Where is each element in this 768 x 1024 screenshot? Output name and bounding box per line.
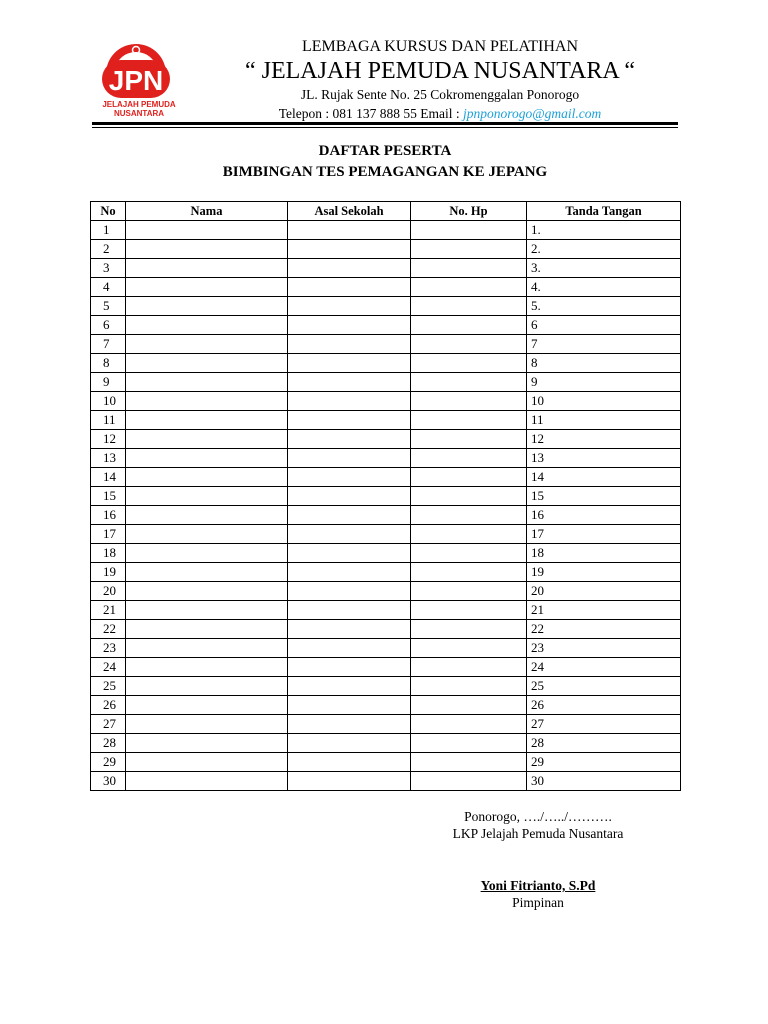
asal-sekolah-cell[interactable] xyxy=(288,373,411,392)
signer-name: Yoni Fitrianto, S.Pd xyxy=(480,878,596,893)
no-hp-cell[interactable] xyxy=(411,430,527,449)
asal-sekolah-cell[interactable] xyxy=(288,392,411,411)
signature-cell[interactable]: 12 xyxy=(527,430,681,449)
no-hp-cell[interactable] xyxy=(411,411,527,430)
signature-cell[interactable]: 17 xyxy=(527,525,681,544)
asal-sekolah-cell[interactable] xyxy=(288,658,411,677)
nama-cell[interactable] xyxy=(126,354,288,373)
asal-sekolah-cell[interactable] xyxy=(288,620,411,639)
header-no-hp: No. Hp xyxy=(411,202,527,221)
table-row xyxy=(91,487,681,506)
row-number: 4 xyxy=(91,278,126,297)
no-hp-cell[interactable] xyxy=(411,582,527,601)
nama-cell[interactable] xyxy=(126,297,288,316)
no-hp-cell[interactable] xyxy=(411,259,527,278)
table-row xyxy=(91,430,681,449)
asal-sekolah-cell[interactable] xyxy=(288,240,411,259)
signature-cell[interactable]: 13 xyxy=(527,449,681,468)
signature-cell[interactable]: 22 xyxy=(527,620,681,639)
row-number: 15 xyxy=(91,487,126,506)
table-row xyxy=(91,544,681,563)
row-number: 28 xyxy=(91,734,126,753)
no-hp-cell[interactable] xyxy=(411,506,527,525)
row-number: 17 xyxy=(91,525,126,544)
signature-cell[interactable]: 19 xyxy=(527,563,681,582)
signature-cell[interactable]: 11 xyxy=(527,411,681,430)
no-hp-cell[interactable] xyxy=(411,563,527,582)
no-hp-cell[interactable] xyxy=(411,487,527,506)
row-number: 30 xyxy=(91,772,126,791)
nama-cell[interactable] xyxy=(126,373,288,392)
signature-cell[interactable]: 24 xyxy=(527,658,681,677)
asal-sekolah-cell[interactable] xyxy=(288,582,411,601)
signature-cell[interactable]: 14 xyxy=(527,468,681,487)
asal-sekolah-cell[interactable] xyxy=(288,430,411,449)
table-row xyxy=(91,772,681,791)
signature-cell[interactable]: 29 xyxy=(527,753,681,772)
no-hp-cell[interactable] xyxy=(411,392,527,411)
header-rule-thick xyxy=(92,122,678,125)
asal-sekolah-cell[interactable] xyxy=(288,259,411,278)
no-hp-cell[interactable] xyxy=(411,544,527,563)
nama-cell[interactable] xyxy=(126,430,288,449)
row-number: 12 xyxy=(91,430,126,449)
nama-cell[interactable] xyxy=(126,487,288,506)
document-subtitle: BIMBINGAN TES PEMAGANGAN KE JEPANG xyxy=(222,164,548,180)
row-number: 21 xyxy=(91,601,126,620)
nama-cell[interactable] xyxy=(126,734,288,753)
asal-sekolah-cell[interactable] xyxy=(288,221,411,240)
institution-type: LEMBAGA KURSUS DAN PELATIHAN xyxy=(301,38,578,55)
table-row xyxy=(91,563,681,582)
table-row xyxy=(91,316,681,335)
asal-sekolah-cell[interactable] xyxy=(288,715,411,734)
row-number: 6 xyxy=(91,316,126,335)
header-asal-sekolah: Asal Sekolah xyxy=(288,202,411,221)
signature-cell[interactable]: 25 xyxy=(527,677,681,696)
header-nama: Nama xyxy=(126,202,288,221)
asal-sekolah-cell[interactable] xyxy=(288,316,411,335)
signature-cell[interactable]: 4. xyxy=(527,278,681,297)
row-number: 24 xyxy=(91,658,126,677)
nama-cell[interactable] xyxy=(126,582,288,601)
table-row xyxy=(91,449,681,468)
nama-cell[interactable] xyxy=(126,544,288,563)
row-number: 18 xyxy=(91,544,126,563)
asal-sekolah-cell[interactable] xyxy=(288,696,411,715)
table-header-row xyxy=(91,202,681,221)
header-rule-thin xyxy=(92,127,678,128)
signature-cell[interactable]: 10 xyxy=(527,392,681,411)
row-number: 19 xyxy=(91,563,126,582)
no-hp-cell[interactable] xyxy=(411,449,527,468)
nama-cell[interactable] xyxy=(126,449,288,468)
nama-cell[interactable] xyxy=(126,601,288,620)
table-row xyxy=(91,297,681,316)
nama-cell[interactable] xyxy=(126,525,288,544)
no-hp-cell[interactable] xyxy=(411,658,527,677)
nama-cell[interactable] xyxy=(126,620,288,639)
jpn-logo-mark xyxy=(98,38,174,100)
nama-cell[interactable] xyxy=(126,392,288,411)
nama-cell[interactable] xyxy=(126,278,288,297)
signature-cell[interactable]: 6 xyxy=(527,316,681,335)
table-row xyxy=(91,373,681,392)
no-hp-cell[interactable] xyxy=(411,601,527,620)
table-row xyxy=(91,506,681,525)
row-number: 27 xyxy=(91,715,126,734)
nama-cell[interactable] xyxy=(126,506,288,525)
nama-cell[interactable] xyxy=(126,240,288,259)
nama-cell[interactable] xyxy=(126,677,288,696)
row-number: 2 xyxy=(91,240,126,259)
header-no: No xyxy=(91,202,126,221)
signature-cell[interactable]: 23 xyxy=(527,639,681,658)
table-row xyxy=(91,221,681,240)
asal-sekolah-cell[interactable] xyxy=(288,449,411,468)
nama-cell[interactable] xyxy=(126,658,288,677)
nama-cell[interactable] xyxy=(126,639,288,658)
table-row xyxy=(91,335,681,354)
asal-sekolah-cell[interactable] xyxy=(288,354,411,373)
table-row xyxy=(91,696,681,715)
nama-cell[interactable] xyxy=(126,715,288,734)
row-number: 23 xyxy=(91,639,126,658)
no-hp-cell[interactable] xyxy=(411,240,527,259)
asal-sekolah-cell[interactable] xyxy=(288,506,411,525)
nama-cell[interactable] xyxy=(126,221,288,240)
no-hp-cell[interactable] xyxy=(411,620,527,639)
no-hp-cell[interactable] xyxy=(411,677,527,696)
row-number: 14 xyxy=(91,468,126,487)
signature-cell[interactable]: 26 xyxy=(527,696,681,715)
signature-cell[interactable]: 30 xyxy=(527,772,681,791)
nama-cell[interactable] xyxy=(126,335,288,354)
table-row xyxy=(91,601,681,620)
row-number: 25 xyxy=(91,677,126,696)
asal-sekolah-cell[interactable] xyxy=(288,335,411,354)
signature-cell[interactable]: 28 xyxy=(527,734,681,753)
signature-cell[interactable]: 8 xyxy=(527,354,681,373)
header-tanda-tangan: Tanda Tangan xyxy=(527,202,681,221)
signature-cell[interactable]: 16 xyxy=(527,506,681,525)
no-hp-cell[interactable] xyxy=(411,715,527,734)
table-body xyxy=(91,221,681,791)
asal-sekolah-cell[interactable] xyxy=(288,278,411,297)
asal-sekolah-cell[interactable] xyxy=(288,525,411,544)
table-row xyxy=(91,715,681,734)
nama-cell[interactable] xyxy=(126,563,288,582)
table-row xyxy=(91,639,681,658)
row-number: 11 xyxy=(91,411,126,430)
document-title: DAFTAR PESERTA xyxy=(318,143,452,159)
no-hp-cell[interactable] xyxy=(411,278,527,297)
row-number: 16 xyxy=(91,506,126,525)
asal-sekolah-cell[interactable] xyxy=(288,772,411,791)
no-hp-cell[interactable] xyxy=(411,639,527,658)
asal-sekolah-cell[interactable] xyxy=(288,468,411,487)
no-hp-cell[interactable] xyxy=(411,335,527,354)
signature-cell[interactable]: 3. xyxy=(527,259,681,278)
institution-name: “ JELAJAH PEMUDA NUSANTARA “ xyxy=(244,58,636,84)
row-number: 29 xyxy=(91,753,126,772)
signature-cell[interactable]: 21 xyxy=(527,601,681,620)
table-row xyxy=(91,278,681,297)
row-number: 1 xyxy=(91,221,126,240)
no-hp-cell[interactable] xyxy=(411,354,527,373)
no-hp-cell[interactable] xyxy=(411,297,527,316)
table-row xyxy=(91,620,681,639)
row-number: 3 xyxy=(91,259,126,278)
signature-cell[interactable]: 15 xyxy=(527,487,681,506)
table-row xyxy=(91,525,681,544)
no-hp-cell[interactable] xyxy=(411,753,527,772)
no-hp-cell[interactable] xyxy=(411,221,527,240)
institution-contact xyxy=(190,106,690,122)
row-number: 26 xyxy=(91,696,126,715)
no-hp-cell[interactable] xyxy=(411,468,527,487)
signature-cell[interactable]: 18 xyxy=(527,544,681,563)
row-number: 7 xyxy=(91,335,126,354)
row-number: 20 xyxy=(91,582,126,601)
table-row xyxy=(91,582,681,601)
nama-cell[interactable] xyxy=(126,753,288,772)
asal-sekolah-cell[interactable] xyxy=(288,544,411,563)
table-row xyxy=(91,734,681,753)
nama-cell[interactable] xyxy=(126,259,288,278)
table-row xyxy=(91,240,681,259)
row-number: 10 xyxy=(91,392,126,411)
signature-cell[interactable]: 7 xyxy=(527,335,681,354)
signature-cell[interactable]: 27 xyxy=(527,715,681,734)
table-row xyxy=(91,354,681,373)
asal-sekolah-cell[interactable] xyxy=(288,563,411,582)
table-row xyxy=(91,658,681,677)
table-row xyxy=(91,677,681,696)
signature-cell[interactable]: 9 xyxy=(527,373,681,392)
logo-caption-line1: JELAJAH PEMUDA xyxy=(102,100,176,109)
jpn-logo xyxy=(94,38,184,122)
asal-sekolah-cell[interactable] xyxy=(288,677,411,696)
table-row xyxy=(91,411,681,430)
signing-organization: LKP Jelajah Pemuda Nusantara xyxy=(452,826,624,841)
asal-sekolah-cell[interactable] xyxy=(288,487,411,506)
row-number: 13 xyxy=(91,449,126,468)
table-row xyxy=(91,753,681,772)
signature-cell[interactable]: 5. xyxy=(527,297,681,316)
email-link[interactable]: jpnponorogo@gmail.com xyxy=(462,106,602,121)
nama-cell[interactable] xyxy=(126,411,288,430)
asal-sekolah-cell[interactable] xyxy=(288,734,411,753)
no-hp-cell[interactable] xyxy=(411,734,527,753)
no-hp-cell[interactable] xyxy=(411,696,527,715)
logo-caption-line2: NUSANTARA xyxy=(113,109,165,118)
asal-sekolah-cell[interactable] xyxy=(288,411,411,430)
row-number: 9 xyxy=(91,373,126,392)
table-row xyxy=(91,392,681,411)
table-row xyxy=(91,468,681,487)
signer-title: Pimpinan xyxy=(512,895,564,910)
no-hp-cell[interactable] xyxy=(411,373,527,392)
signature-cell[interactable]: 20 xyxy=(527,582,681,601)
row-number: 5 xyxy=(91,297,126,316)
no-hp-cell[interactable] xyxy=(411,772,527,791)
no-hp-cell[interactable] xyxy=(411,525,527,544)
asal-sekolah-cell[interactable] xyxy=(288,753,411,772)
asal-sekolah-cell[interactable] xyxy=(288,639,411,658)
place-date: Ponorogo, …./…../………. xyxy=(464,809,612,824)
participant-table xyxy=(90,201,681,791)
row-number: 22 xyxy=(91,620,126,639)
row-number: 8 xyxy=(91,354,126,373)
logo-caption xyxy=(94,100,184,118)
nama-cell[interactable] xyxy=(126,468,288,487)
nama-cell[interactable] xyxy=(126,772,288,791)
signature-cell[interactable]: 1. xyxy=(527,221,681,240)
signature-cell[interactable]: 2. xyxy=(527,240,681,259)
nama-cell[interactable] xyxy=(126,696,288,715)
table-row xyxy=(91,259,681,278)
asal-sekolah-cell[interactable] xyxy=(288,601,411,620)
logo-mark-text: JPN xyxy=(108,65,164,96)
no-hp-cell[interactable] xyxy=(411,316,527,335)
asal-sekolah-cell[interactable] xyxy=(288,297,411,316)
phone-text: Telepon : 081 137 888 55 Email : xyxy=(278,106,463,121)
institution-address: JL. Rujak Sente No. 25 Cokromenggalan Ponorogo xyxy=(300,87,580,102)
nama-cell[interactable] xyxy=(126,316,288,335)
